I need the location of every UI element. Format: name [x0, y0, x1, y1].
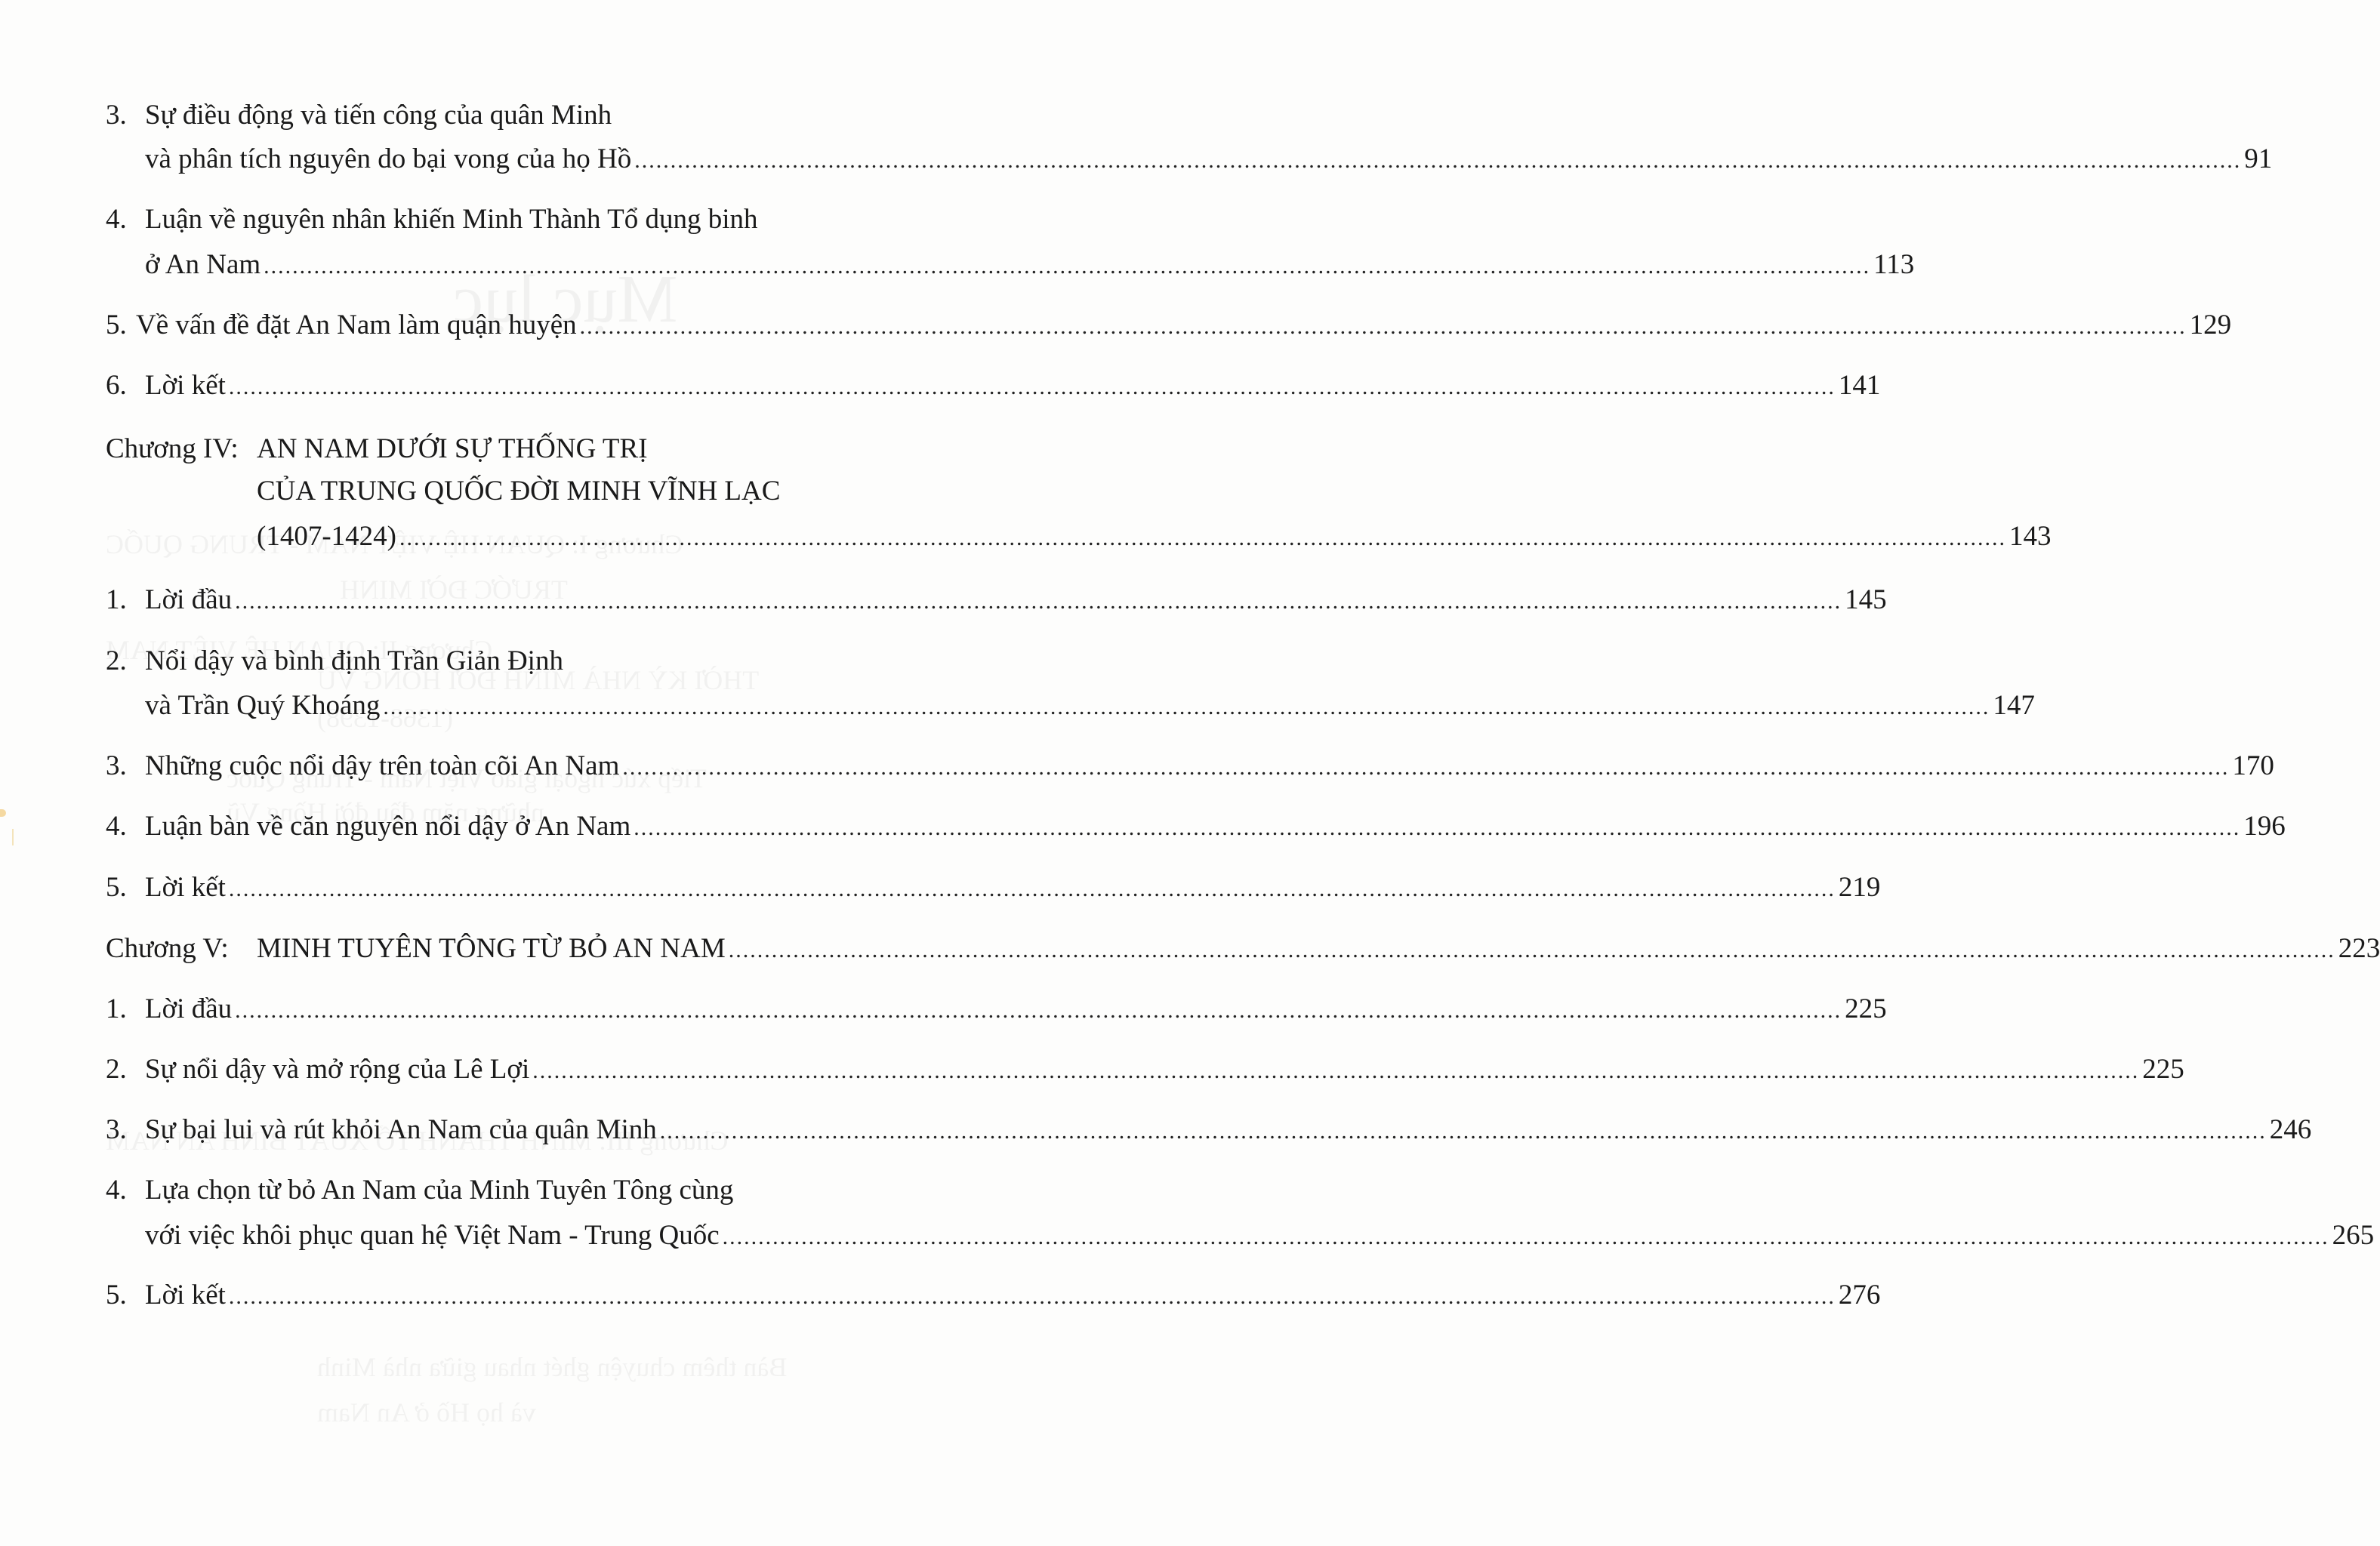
page-number: 223: [2338, 933, 2380, 964]
entry-number: 3.: [106, 100, 127, 131]
toc-entry: [106, 1277, 1881, 1314]
dot-leader: [634, 142, 2241, 180]
page-edge-mark: [12, 829, 14, 845]
toc-entry-continuation: [106, 246, 1915, 284]
entry-number: 3.: [106, 750, 127, 781]
entry-title: Những cuộc nổi dậy trên toàn cõi An Nam: [145, 750, 620, 781]
page-number: 276: [1838, 1280, 1881, 1310]
entry-title: và phân tích nguyên do bại vong của họ Hồ: [145, 143, 632, 174]
entry-number: 1.: [106, 993, 127, 1024]
dot-leader: [580, 308, 2187, 346]
page-number: 129: [2189, 310, 2232, 340]
toc-entry: [106, 869, 1881, 907]
entry-title: Lựa chọn từ bỏ An Nam của Minh Tuyên Tông cùng: [145, 1175, 734, 1206]
chapter-title: (1407-1424): [257, 521, 396, 552]
dot-leader: [235, 992, 1842, 1030]
page-number: 145: [1845, 584, 1887, 615]
bleed-through-text: [317, 1397, 536, 1428]
chapter-heading: [106, 930, 2380, 968]
chapter-title: AN NAM DƯỚI SỰ THỐNG TRỊ: [257, 433, 648, 464]
page-number: 113: [1873, 249, 1915, 280]
toc-entry: [106, 1111, 2312, 1149]
entry-number: 2.: [106, 645, 127, 676]
entry-number: 6.: [106, 370, 127, 401]
toc-entry-continuation: [106, 687, 2035, 725]
toc-entry: [106, 1172, 861, 1209]
chapter-heading-continuation: [106, 473, 1012, 510]
entry-title: Lời đầu: [145, 993, 233, 1024]
page-number: 219: [1838, 872, 1881, 903]
entry-number: 5.: [106, 310, 127, 340]
toc-entry: [106, 97, 861, 134]
dot-leader: [660, 1113, 2267, 1150]
toc-entry: [106, 367, 1881, 405]
chapter-title: CỦA TRUNG QUỐC ĐỜI MINH VĨNH LẠC: [257, 476, 781, 507]
chapter-label: Chương IV:: [106, 433, 239, 464]
entry-title: Sự nổi dậy và mở rộng của Lê Lợi: [145, 1054, 530, 1085]
dot-leader: [723, 1218, 2329, 1256]
dot-leader: [634, 809, 2240, 847]
page-number: 91: [2244, 143, 2273, 174]
toc-entry: [106, 747, 2274, 785]
entry-number: 1.: [106, 584, 127, 615]
entry-title: Lời kết: [145, 370, 226, 401]
dot-leader: [264, 248, 1870, 285]
entry-title: Nổi dậy và bình định Trần Giản Định: [145, 645, 563, 676]
toc-entry-continuation: [106, 1217, 2375, 1255]
dot-leader: [229, 368, 1836, 406]
entry-title: Luận bàn về căn nguyên nổi dậy ở An Nam: [145, 811, 631, 842]
toc-entry: [106, 808, 2286, 845]
entry-number: 4.: [106, 1175, 127, 1206]
entry-title: Luận về nguyên nhân khiến Minh Thành Tổ dụng binh: [145, 204, 758, 235]
page-edge-mark: [0, 809, 6, 817]
chapter-title: MINH TUYÊN TÔNG TỪ BỎ AN NAM: [257, 933, 726, 964]
entry-title: Về vấn đề đặt An Nam làm quận huyện: [136, 310, 577, 340]
toc-entry: [106, 201, 861, 239]
entry-number: 5.: [106, 872, 127, 903]
toc-entry: [106, 990, 1887, 1028]
entry-title: với việc khôi phục quan hệ Việt Nam - Trung Quốc: [145, 1220, 720, 1251]
dot-leader: [235, 583, 1842, 621]
dot-leader: [532, 1052, 2139, 1090]
entry-number: 3.: [106, 1114, 127, 1145]
bleed-through-text: [317, 1351, 787, 1383]
entry-number: 2.: [106, 1054, 127, 1085]
entry-title: Sự bại lui và rút khỏi An Nam của quân Minh: [145, 1114, 657, 1145]
page-number: 141: [1838, 370, 1881, 401]
page-number: 265: [2332, 1220, 2375, 1251]
page-number: 196: [2243, 811, 2286, 842]
entry-number: 4.: [106, 204, 127, 235]
entry-title: Lời kết: [145, 1280, 226, 1310]
page-number: 143: [2009, 521, 2052, 552]
entry-title: ở An Nam: [145, 249, 261, 280]
page-number: 225: [1845, 993, 1887, 1024]
entry-title: Sự điều động và tiến công của quân Minh: [145, 100, 612, 131]
page-number: 170: [2232, 750, 2274, 781]
entry-title: Lời đầu: [145, 584, 233, 615]
chapter-heading: [106, 430, 861, 468]
entry-number: 4.: [106, 811, 127, 842]
toc-entry: [106, 1051, 2184, 1089]
dot-leader: [383, 688, 1990, 726]
dot-leader: [229, 1278, 1836, 1316]
dot-leader: [399, 519, 2006, 557]
chapter-label: Chương V:: [106, 933, 229, 964]
dot-leader: [729, 932, 2335, 969]
toc-entry-continuation: [106, 140, 2273, 178]
page-number: 225: [2142, 1054, 2184, 1085]
chapter-heading-continuation: [106, 518, 2052, 556]
entry-number: 5.: [106, 1280, 127, 1310]
dot-leader: [229, 870, 1836, 908]
page-number: 246: [2269, 1114, 2312, 1145]
toc-entry: [106, 581, 1887, 619]
toc-entry: [106, 642, 861, 680]
entry-title: và Trần Quý Khoáng: [145, 690, 381, 721]
entry-title: Lời kết: [145, 872, 226, 903]
toc-entry: [106, 306, 2232, 344]
page-number: 147: [1993, 690, 2035, 721]
dot-leader: [622, 749, 2229, 787]
